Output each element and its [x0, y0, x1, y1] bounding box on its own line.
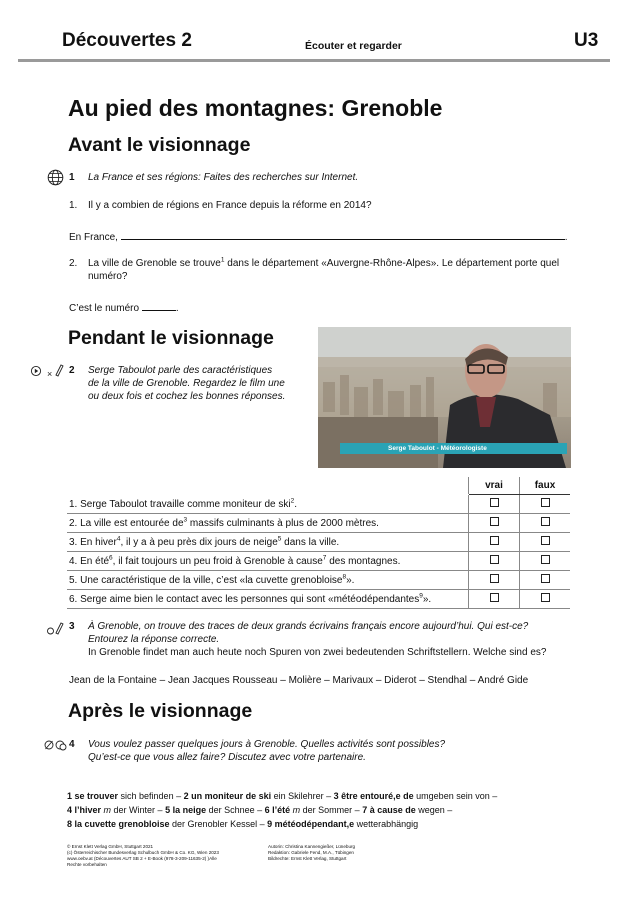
section-label: Écouter et regarder: [305, 40, 402, 52]
header-divider: [18, 59, 610, 62]
statement-text: 4. En été: [69, 555, 110, 567]
checkbox-false[interactable]: [541, 517, 550, 526]
exercise-4-number: 4: [69, 739, 75, 750]
vocabulary-line-2: 4 l’hiver m der Winter – 5 la neige der Schnee – 6 l’été m der Sommer – 7 à cause de wegen –: [67, 805, 453, 815]
checkbox-true[interactable]: [490, 574, 499, 583]
table-row: 4. En été$^6$, il fait toujours un peu froid à Grenoble à cause$^7$ des montagnes.: [67, 552, 570, 571]
checkbox-true[interactable]: [490, 536, 499, 545]
discussion-icon: [44, 738, 68, 756]
exercise-2-line-2: de la ville de Grenoble. Regardez le film une: [88, 378, 285, 389]
question-2-part-c: numéro?: [88, 271, 128, 282]
section-heading-during: Pendant le visionnage: [68, 327, 274, 349]
checkbox-false[interactable]: [541, 593, 550, 602]
table-row: 5. Une caractéristique de la ville, c’est «la cuvette grenobloise$^8$».: [67, 571, 570, 590]
question-1-text: Il y a combien de régions en France depuis la réforme en 2014?: [88, 200, 372, 211]
pencil-circle-icon: [46, 620, 66, 641]
footnote-ref: 8: [342, 573, 347, 581]
table-row: 2. La ville est entourée $de^3$ massifs culminants à plus de 2000 mètres.: [67, 514, 570, 533]
statement-text: 5. Une caractéristique de la ville, c’est «la cuvette grenobloise: [69, 574, 343, 586]
exercise-4-line-2: Qu’est-ce que vous allez faire? Discutez avec votre partenaire.: [88, 752, 366, 763]
table-row: 1. Serge Taboulot travaille comme moniteur de ski$^2$.: [67, 495, 570, 514]
checkbox-true[interactable]: [490, 593, 499, 602]
question-1-number: 1.: [69, 200, 78, 211]
vocabulary-line-1: 1 se trouver sich befinden – 2 un moniteur de ski ein Skilehrer – 3 être entouré,e de umgeben sein von –: [67, 791, 498, 801]
answer-1-line: [69, 229, 567, 243]
question-2-part-b: dans le département «Auvergne-Rhône-Alpes». Le département porte quel: [224, 258, 560, 269]
exercise-4-line-1: Vous voulez passer quelques jours à Grenoble. Quelles activités sont possibles?: [88, 739, 446, 750]
vocabulary-line-3: 8 la cuvette grenobloise der Grenobler Kessel – 9 météodépendant,e wetterabhängig: [67, 819, 419, 829]
book-title: Découvertes 2: [62, 30, 192, 51]
footnote-ref: 7: [322, 554, 327, 562]
question-2-part-a: La ville de Grenoble se trouve: [88, 258, 221, 269]
checkbox-true[interactable]: [490, 498, 499, 507]
table-row: 3. En hiver$^4$, il y a à peu près dix jours de neige$^5$ dans la ville.: [67, 533, 570, 552]
answer-1-prefix: En France,: [69, 232, 118, 243]
exercise-3-instruction-fr: À Grenoble, on trouve des traces de deux grands écrivains français encore aujourd’hui. Qui est-ce?: [88, 621, 529, 632]
column-false: faux: [520, 477, 571, 495]
footnote-ref: 2: [290, 497, 295, 505]
answer-2-prefix: C’est le numéro: [69, 303, 140, 314]
video-caption-text: Serge Taboulot - Météorologiste: [388, 445, 487, 452]
answer-1-blank[interactable]: [121, 229, 565, 240]
footnote-ref: 1: [220, 256, 225, 264]
table-header-row: [67, 477, 570, 495]
footer-credits: Autorin: Christina Kannengießer, Lüneburg Redaktion: Gabriele Fend, M.A., Tübingen Bildrechte: Ernst Klett Verlag, Stuttgart: [268, 844, 356, 861]
question-2-number: 2.: [69, 258, 78, 269]
section-heading-before: Avant le visionnage: [68, 134, 251, 156]
checkbox-false[interactable]: [541, 536, 550, 545]
pencil-cross-icon: [47, 362, 67, 383]
footnote-ref: 9: [419, 592, 423, 600]
footer-copyright: © Ernst Klett Verlag GmbH, Stuttgart 2021 (c) Österreichischer Bundesverlag Schulbuch GmbH & Co. KG, Wien 2023 www.oebv.at (Découvertes AUT SB 2 + E-Book (978-3-209-11635-2) )Alle Rechte vorbehalten: [67, 844, 219, 867]
writer-options: Jean de la Fontaine – Jean Jacques Rousseau – Molière – Marivaux – Diderot – Stendhal – André Gide: [69, 675, 529, 686]
video-caption: [340, 443, 567, 454]
column-true: vrai: [469, 477, 520, 495]
table-row: 6. Serge aime bien le contact avec les personnes qui sont «météodépendantes$^9$».: [67, 590, 570, 609]
exercise-3-number: 3: [69, 621, 75, 632]
statement-text: 6. Serge aime bien le contact avec les personnes qui sont «météodépendantes: [69, 593, 420, 605]
statement-text: 1. Serge Taboulot travaille comme moniteur de ski: [69, 498, 291, 510]
section-heading-after: Après le visionnage: [68, 700, 253, 722]
footnote-ref: 3: [183, 516, 188, 524]
exercise-1-instruction: La France et ses régions: Faites des recherches sur Internet.: [88, 172, 359, 183]
answer-2-blank[interactable]: [142, 300, 176, 311]
answer-1-suffix: .: [564, 232, 568, 243]
checkbox-false[interactable]: [541, 555, 550, 564]
footnote-ref: 4: [116, 535, 121, 543]
exercise-2-number: 2: [69, 365, 75, 376]
answer-2-suffix: .: [175, 303, 179, 314]
statement-text: 3. En hiver: [69, 536, 117, 548]
exercise-3-instruction-fr-2: Entourez la réponse correcte.: [88, 634, 220, 645]
unit-label: U3: [574, 30, 599, 51]
svg-text:×: ×: [47, 369, 53, 378]
statement-text: 2. La ville est entourée de: [69, 517, 184, 529]
checkbox-false[interactable]: [541, 498, 550, 507]
exercise-2-line-3: ou deux fois et cochez les bonnes réponses.: [88, 391, 286, 402]
exercise-1-number: 1: [69, 172, 75, 183]
exercise-2-line-1: Serge Taboulot parle des caractéristiques: [88, 365, 273, 376]
checkbox-true[interactable]: [490, 555, 499, 564]
answer-2-line: [69, 300, 179, 314]
checkbox-false[interactable]: [541, 574, 550, 583]
question-2-text: [88, 258, 578, 269]
exercise-3-instruction-de: In Grenoble findet man auch heute noch Spuren von zwei bedeutenden Schriftstellern. Welche sind es?: [88, 647, 547, 658]
video-still-image: [318, 327, 571, 468]
video-play-icon: [30, 364, 42, 382]
globe-icon: [47, 169, 64, 191]
checkbox-true[interactable]: [490, 517, 499, 526]
footnote-ref: 6: [109, 554, 113, 562]
page-title: Au pied des montagnes: Grenoble: [68, 95, 443, 121]
true-false-table: [67, 477, 570, 609]
footnote-ref: 5: [277, 535, 282, 543]
